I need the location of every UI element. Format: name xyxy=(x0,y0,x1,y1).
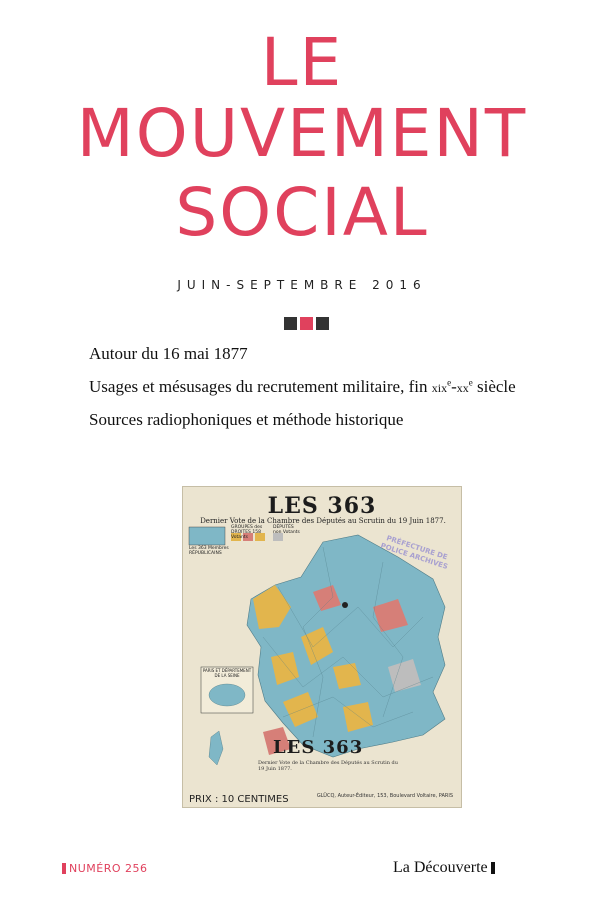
publisher-mark xyxy=(491,862,495,874)
legend-republicains: Les 363 Membres RÉPUBLICAINS xyxy=(189,546,229,556)
poster-bottom-title: LES 363 xyxy=(273,737,364,758)
issue-number xyxy=(62,862,148,875)
theme-2: Usages et mésusages du recrutement militaire, fin $xix^e-xx^e$ siècle xyxy=(89,377,516,396)
publisher-label: La Découverte xyxy=(393,859,488,876)
poster-price: PRIX : 10 CENTIMES xyxy=(189,794,289,805)
theme-3: Sources radiophoniques et méthode historique xyxy=(89,410,404,429)
paris-inset-label: PARIS ET DÉPARTEMENT DE LA SEINE xyxy=(202,668,252,678)
poster-bottom-subtitle: Dernier Vote de la Chambre des Députés au Scrutin du 19 Juin 1877. xyxy=(258,760,398,772)
publisher xyxy=(393,859,495,877)
journal-title-line-1: LE xyxy=(260,24,344,101)
poster-title: LES 363 xyxy=(267,493,377,519)
legend-groupes: GROUPES des DROITES 158 Votants xyxy=(231,525,263,540)
poster-printer: GLÜCQ, Auteur-Éditeur, 153, Boulevard Voltaire, PARIS xyxy=(316,793,453,799)
square-red xyxy=(300,317,313,330)
legend-deputes: DÉPUTÉS non Votants xyxy=(273,525,300,535)
decorative-squares xyxy=(284,317,329,330)
issue-number-label: NUMÉRO 256 xyxy=(69,862,148,875)
square-dark-2 xyxy=(316,317,329,330)
cover-poster-image xyxy=(182,486,462,808)
journal-title-line-2: MOUVEMENT xyxy=(76,95,528,172)
journal-title-line-3: SOCIAL xyxy=(175,174,429,251)
square-dark-1 xyxy=(284,317,297,330)
poster-subtitle: Dernier Vote de la Chambre des Députés au Scrutin du 19 Juin 1877. xyxy=(200,517,446,525)
theme-1: Autour du 16 mai 1877 xyxy=(89,344,248,363)
archives-stamp: PRÉFECTURE DE POLICE ARCHIVES xyxy=(379,534,449,572)
issue-date: JUIN-SEPTEMBRE 2016 xyxy=(177,278,427,292)
numero-mark xyxy=(62,863,66,874)
